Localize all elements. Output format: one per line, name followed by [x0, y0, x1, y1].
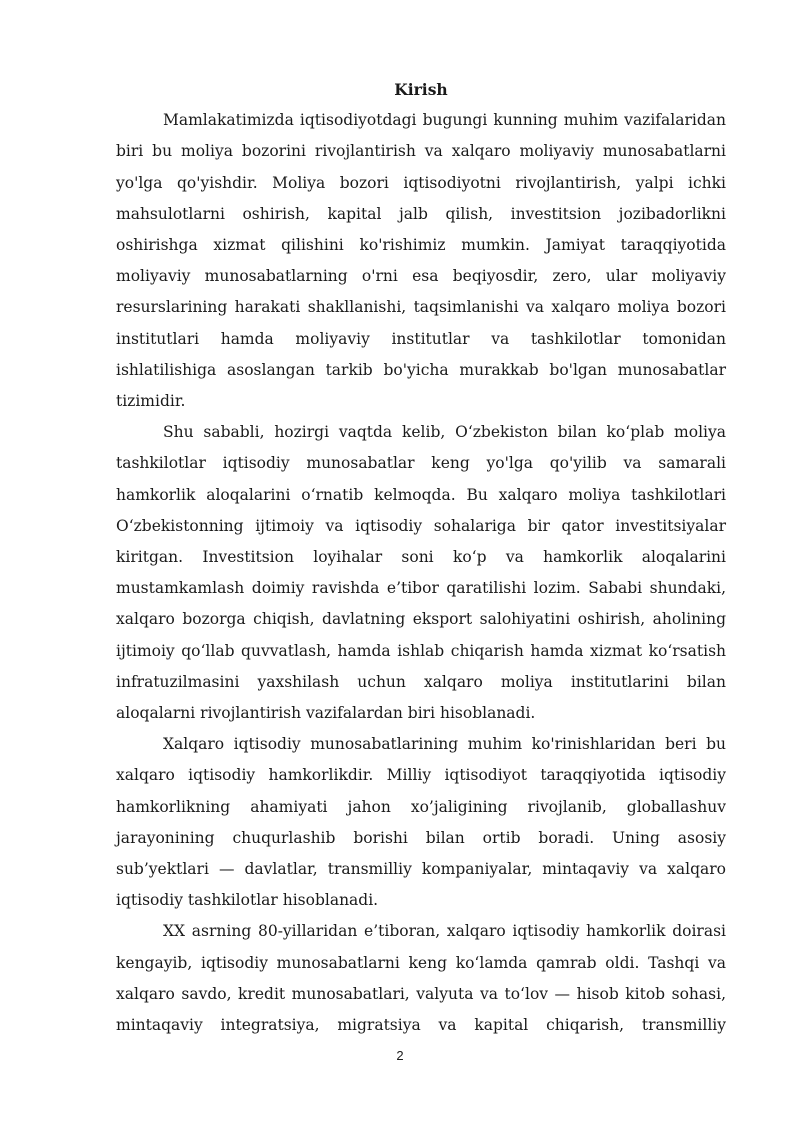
document-body: [116, 74, 726, 1041]
paragraph-3: Xalqaro iqtisodiy munosabatlarining muhim ko'rinishlaridan beri bu xalqaro iqtisodiy hamkorlikdir. Milliy iqtisodiyot taraqqiyotida iqtisodiy hamkorlikning ahamiyati jahon xo’jaligining rivojlanib, globallashuv jarayonining chuqurlashib borishi bilan ortib boradi. Uning asosiy sub’yektlari — davlatlar, transmilliy kompaniyalar, mintaqaviy va xalqaro iqtisodiy tashkilotlar hisoblanadi.: [116, 735, 726, 910]
paragraph-2: Shu sababli, hozirgi vaqtda kelib, O‘zbekiston bilan ko‘plab moliya tashkilotlar iqtisodiy munosabatlar keng yo'lga qo'yilib va samarali hamkorlik aloqalarini o‘rnatib kelmoqda. Bu xalqaro moliya tashkilotlari O‘zbekistonning ijtimoiy va iqtisodiy sohalariga bir qator investitsiyalar kiritgan. Investitsion loyihalar soni ko‘p va hamkorlik aloqalarini mustamkamlash doimiy ravishda e’tibor qaratilishi lozim. Sababi shundaki, xalqaro bozorga chiqish, davlatning eksport salohiyatini oshirish, aholining ijtimoiy qo‘llab quvvatlash, hamda ishlab chiqarish hamda xizmat ko‘rsatish infratuzilmasini yaxshilash uchun xalqaro moliya institutlarini bilan aloqalarni rivojlantirish vazifalardan biri hisoblanadi.: [116, 423, 726, 723]
page-number: 2: [396, 1048, 404, 1063]
document-title: Kirish: [394, 80, 448, 99]
paragraph-1: Mamlakatimizda iqtisodiyotdagi bugungi kunning muhim vazifalaridan biri bu moliya bozorini rivojlantirish va xalqaro moliyaviy munosabatlarni yo'lga qo'yishdir. Moliya bozori iqtisodiyotni rivojlantirish, yalpi ichki mahsulotlarni oshirish, kapital jalb qilish, investitsion jozibadorlikni oshirishga xizmat qilishini ko'rishimiz mumkin. Jamiyat taraqqiyotida moliyaviy munosabatlarning o'rni esa beqiyosdir, zero, ular moliyaviy resurslarining harakati shakllanishi, taqsimlanishi va xalqaro moliya bozori institutlari hamda moliyaviy institutlar va tashkilotlar tomonidan ishlatilishiga asoslangan tarkib bo'yicha murakkab bo'lgan munosabatlar tizimidir.: [116, 111, 726, 411]
paragraph-4: XX asrning 80-yillaridan e’tiboran, xalqaro iqtisodiy hamkorlik doirasi kengayib, iqtisodiy munosabatlarni keng ko‘lamda qamrab oldi. Tashqi va xalqaro savdo, kredit munosabatlari, valyuta va to‘lov — hisob kitob sohasi, mintaqaviy integratsiya, migratsiya va kapital chiqarish, transmilliy: [116, 922, 726, 1035]
